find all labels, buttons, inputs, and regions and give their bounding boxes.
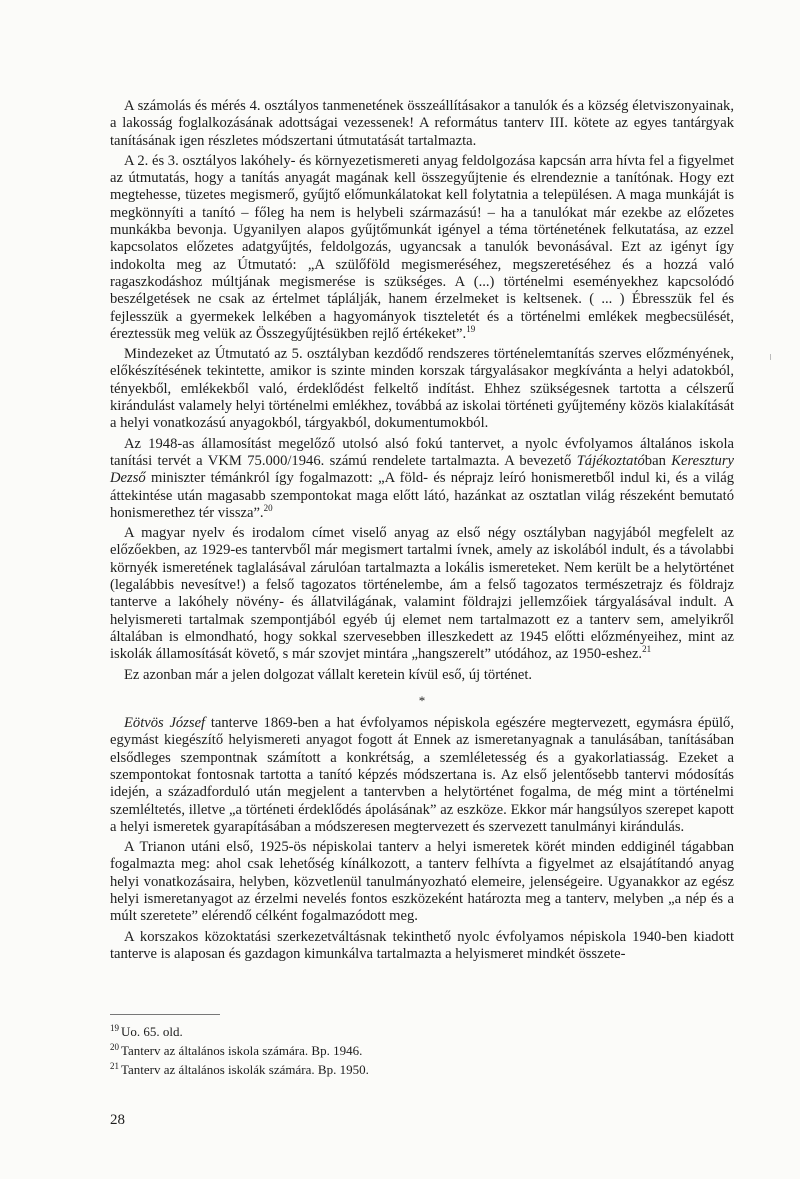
footnote-number: 19 (110, 1022, 119, 1033)
paragraph-1: A számolás és mérés 4. osztályos tanmenetének összeállításakor a tanulók és a község életviszonyainak, a lakosság foglalkozásának adottságai vezessenek! A református tanterv III. kötete az egyes tantárgyak tanításának igen részletes módszertani útmutatását tartalmazta. (110, 98, 734, 149)
footnote-19 (110, 1022, 510, 1041)
paragraph-6: Ez azonban már a jelen dolgozat vállalt keretein kívül eső, új történet. (124, 666, 533, 683)
footnotes (110, 1022, 510, 1079)
source-title-italic: Tájékoztató (576, 452, 645, 469)
paragraph-7-text: tanterve 1869-ben a hat évfolyamos népiskola egészére megtervezett, egymásra épülő, egymást kiegészítő helyismereti anyagot fogott át Ennek az ismeretanyagnak a tanulásában, tanításában elsődleges szempontnak számított a konkrétság, a szemléletesség és a gyakorlatiasság. Ezeket a szempontokat fontosnak tartotta a tanító képzés módszertana is. Az első jelentősebb tantervi módosítás idején, a századforduló után megjelent a tantervben a helytörténet fogalma, de még mint a történelmi szemléltetés, illetve „a történeti érdeklődés ápolásának” az eszköze. Ekkor már hangsúlyos szerepet kapott a helyi ismeretek gyarapításában a módszeresen megtervezett és szervezett tanulmányi kirándulás. (110, 715, 734, 835)
paragraph-4 (110, 436, 734, 522)
paragraph-2-text: A 2. és 3. osztályos lakóhely- és környezetismereti anyag feldolgozása kapcsán arra hívta fel a figyelmet az útmutatás, hogy a tanítás anyagát magának kell összegyűjtenie és elrendeznie a tanítónak. Hogy ezt megtehesse, tüzetes megismerő, gyűjtő előmunkálatokat kell folytatnia a településen. A maga munkáját is megkönnyíti a tanító – főleg ha nem is helybeli származású! – ha a tanulókat már ezekbe az előzetes munkákba bevonja. Ugyanilyen alapos gyűjtőmunkát igényel a téma történetének felkutatása, az ezzel kapcsolatos előzetes adatgyűjtés, feldolgozás, ugyancsak a tanulók bevonásával. Ezt az igényt így indokolta meg az Útmutató: „A szülőföld megismeréséhez, megszeretéséhez és a hozzá való ragaszkodáshoz múltjának megismerése is szükséges. A (...) történelmi eseményekhez kapcsolódó beszélgetések ne csak az értelmet táplálják, hanem érzelmeket is keltsenek. ( ... ) Ébresszük fel és fejlesszük a gyermekek lelkében a hagyományok tiszteletét és a történelmi emlékek megbecsülését, éreztessük meg velük az Összegyűjtésükben rejlő értékeket”. (110, 152, 734, 342)
footnote-ref-21: 21 (642, 644, 652, 655)
source-title-suffix: ban (644, 452, 666, 469)
paragraph-3: Mindezeket az Útmutató az 5. osztályban kezdődő rendszeres történelemtanítás szerves előzményének, előkészítésének tekintette, amikor is szinte minden korszak tárgyalásakor megkívánta a helyi adatokból, tényekből, emlékekből való, érdeklődést felkeltő indítást. Ehhez szükségesnek tartotta a célszerű kirándulást valamely helyi történelmi emlékhez, továbbá az iskolai történeti gyűjtemény közös kialakítását a helyi vonatkozású anyagokból, tárgyakból, dokumentumokból. (110, 346, 734, 432)
paragraph-8: A Trianon utáni első, 1925-ös népiskolai tanterv a helyi ismeretek körét minden eddiginél tágabban fogalmazta meg: ahol csak lehetőség kínálkozott, a tanterv felhívta a figyelmet az elsajátítandó anyag helyi vonatkozásaira, helyben, közvetlenül tanulmányozható elemeire, jelenségeire. Ugyanakkor az egész helyi ismeretanyagot az érzelmi nevelés fontos eszközeként határozta meg a tanterv, melyben „a nép és a múlt szeretete” elérendő célként fogalmazódott meg. (110, 839, 734, 925)
author-name-italic: Eötvös József (124, 715, 206, 732)
body-text (110, 98, 734, 963)
paragraph-2 (110, 153, 734, 343)
section-separator: * (418, 692, 426, 708)
footnote-text: Tanterv az általános iskolák számára. Bp. 1950. (121, 1062, 369, 1077)
minister-name-italic: Keresztury Dezső (110, 452, 734, 487)
scan-margin-mark (770, 354, 771, 360)
paragraph-7 (110, 715, 734, 836)
paragraph-5-text: A magyar nyelv és irodalom címet viselő anyag az első négy osztályban nagyjából megfelelt az előzőekben, az 1929-es tantervből már megismert tartalmi ívnek, amely az iskolából indult, és a távolabbi környék ismeretének taglalásával zárulóan tartalmazta a lokális ismereteket. Nem került be a helytörténet (legalábbis nevesítve!) a felső tagozatos történelembe, ám a felső tagozatos természetrajz és földrajz tanterve a lakóhely növény- és állatvilágának, valamint földrajzi jellemzőiek tárgyalásával indult. A helyismereti tartalmak szempontjából egyéb új elemet nem tartalmazott ez a tanterv sem, amelyikről általában is elmondható, hogy sokkal szervesebben illeszkedett az 1945 előtti előzményeihez, mint az iskolák államosítását követő, s már szovjet mintára „hangszerelt” utódához, az 1950-eshez. (110, 525, 734, 663)
footnote-ref-20: 20 (263, 502, 273, 513)
footnote-number: 21 (110, 1060, 119, 1071)
footnote-21 (110, 1060, 510, 1079)
footnote-divider (110, 1014, 220, 1015)
page-number: 28 (110, 1112, 125, 1128)
footnote-text: Uo. 65. old. (121, 1024, 183, 1039)
paragraph-5 (110, 525, 734, 663)
paragraph-9: A korszakos közoktatási szerkezetváltásnak tekinthető nyolc évfolyamos népiskola 1940-ben kiadott tanterve is alaposan és gazdagon kimunkálva tartalmazta a helyismeret mindkét összete- (110, 928, 734, 962)
footnote-ref-19: 19 (466, 324, 476, 334)
footnote-number: 20 (110, 1041, 119, 1052)
paragraph-4-rest: miniszter témánkról így fogalmazott: „A föld- és néprajz leíró honismeretből indul ki, és a világ áttekintése után magasabb szempontokat maga előtt látó, hazánkat az osztatlan világ részeként bemutató honismerethez tér vissza”. (110, 470, 734, 521)
footnote-20 (110, 1041, 510, 1060)
footnote-text: Tanterv az általános iskola számára. Bp. 1946. (121, 1043, 363, 1058)
paragraph-4-text: Az 1948-as államosítást megelőző utolsó alsó fokú tantervet, a nyolc évfolyamos általános iskola tanítási tervét a VKM 75.000/1946. számú rendelete tartalmazta. A bevezető (110, 435, 734, 469)
